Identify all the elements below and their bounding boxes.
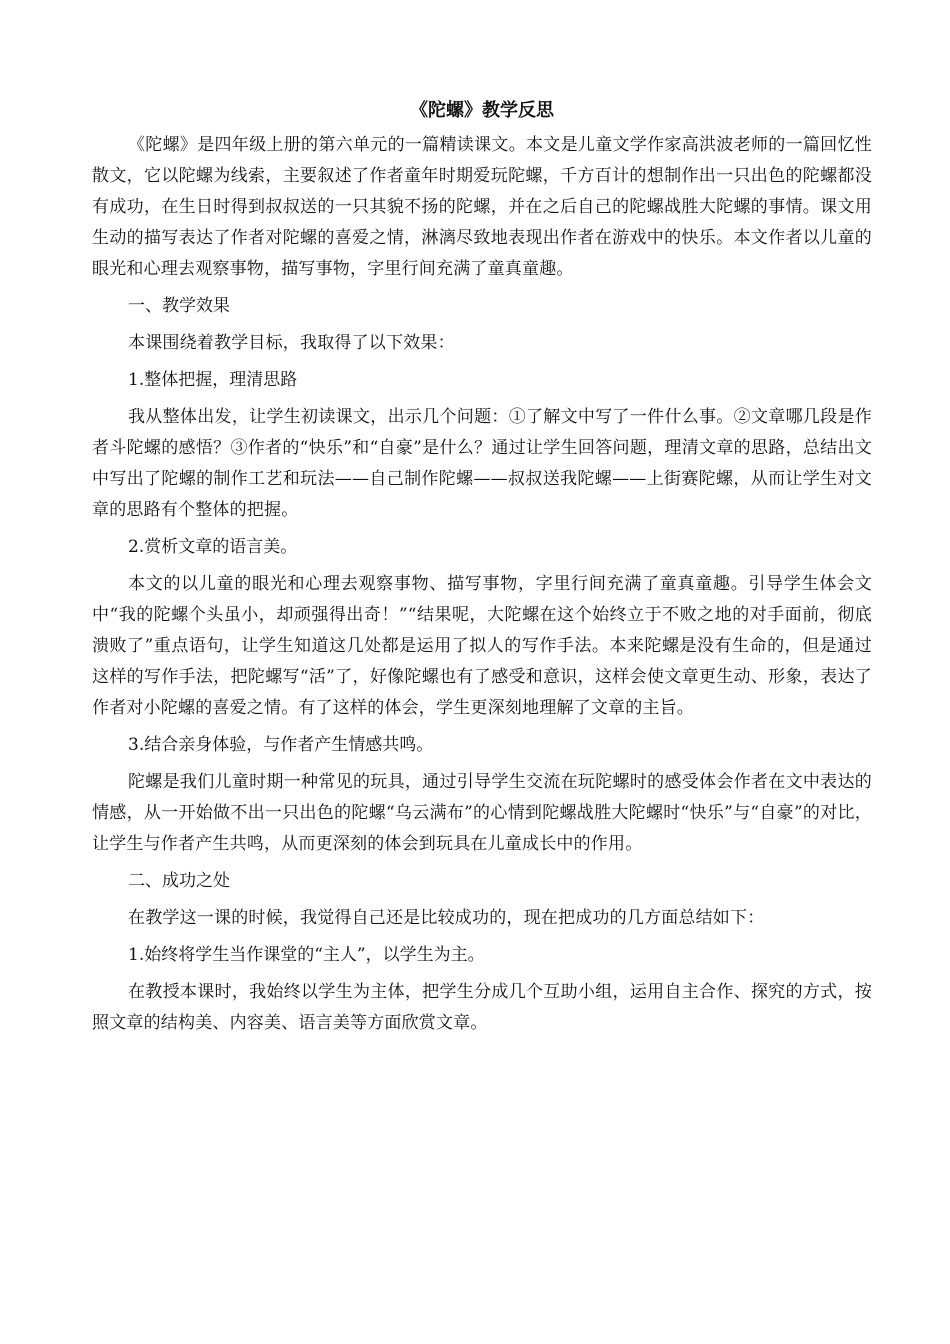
document-page [92, 96, 872, 1045]
body-paragraph: 本课围绕着教学目标，我取得了以下效果： [128, 333, 455, 353]
subheading-personal-experience: 3.结合亲身体验，与作者产生情感共鸣。 [128, 735, 434, 755]
body-paragraph: 本文的以儿童的眼光和心理去观察事物、描写事物，字里行间充满了童真童趣。引导学生体会文中“我的陀螺个头虽小，却顽强得出奇！”“结果呢，大陀螺在这个始终立于不败之地的对手面前，彻底溃败了”重点语句，让学生知道这几处都是运用了拟人的写作手法。本来陀螺是没有生命的，但是通过这样的写作手法，把陀螺写“活”了，好像陀螺也有了感受和意识，这样会使文章更生动、形象，表达了作者对小陀螺的喜爱之情。有了这样的体会，学生更深刻地理解了文章的主旨。 [92, 574, 872, 718]
document-title: 《陀螺》教学反思 [410, 100, 554, 121]
body-paragraph: 陀螺是我们儿童时期一种常见的玩具，通过引导学生交流在玩陀螺时的感受体会作者在文中表达的情感，从一开始做不出一只出色的陀螺“乌云满布”的心情到陀螺战胜大陀螺时“快乐”与“自豪”的对比，让学生与作者产生共鸣，从而更深刻的体会到玩具在儿童成长中的作用。 [92, 772, 872, 854]
body-paragraph: 在教授本课时，我始终以学生为主体，把学生分成几个互助小组，运用自主合作、探究的方式，按照文章的结构美、内容美、语言美等方面欣赏文章。 [92, 982, 872, 1033]
intro-paragraph: 《陀螺》是四年级上册的第六单元的一篇精读课文。本文是儿童文学作家高洪波老师的一篇回忆性散文，它以陀螺为线索，主要叙述了作者童年时期爱玩陀螺，千方百计的想制作出一只出色的陀螺都没有成功，在生日时得到叔叔送的一只其貌不扬的陀螺，并在之后自己的陀螺战胜大陀螺的事情。课文用生动的描写表达了作者对陀螺的喜爱之情，淋漓尽致地表现出作者在游戏中的快乐。本文作者以儿童的眼光和心理去观察事物，描写事物，字里行间充满了童真童趣。 [92, 135, 872, 279]
section-heading-teaching-effect: 一、教学效果 [128, 296, 230, 316]
subheading-overall-grasp: 1.整体把握，理清思路 [128, 370, 298, 390]
subheading-student-centered: 1.始终将学生当作课堂的“主人”，以学生为主。 [128, 945, 485, 965]
section-heading-successes: 二、成功之处 [128, 871, 230, 891]
body-paragraph: 在教学这一课的时候，我觉得自己还是比较成功的，现在把成功的几方面总结如下： [128, 908, 765, 928]
subheading-language-beauty: 2.赏析文章的语言美。 [128, 537, 298, 557]
body-paragraph: 我从整体出发，让学生初读课文，出示几个问题：①了解文中写了一件什么事。②文章哪几段是作者斗陀螺的感悟？③作者的“快乐”和“自豪”是什么？通过让学生回答问题，理清文章的思路，总结出文中写出了陀螺的制作工艺和玩法——自己制作陀螺——叔叔送我陀螺——上街赛陀螺，从而让学生对文章的思路有个整体的把握。 [92, 407, 872, 520]
document-body [92, 130, 872, 1039]
